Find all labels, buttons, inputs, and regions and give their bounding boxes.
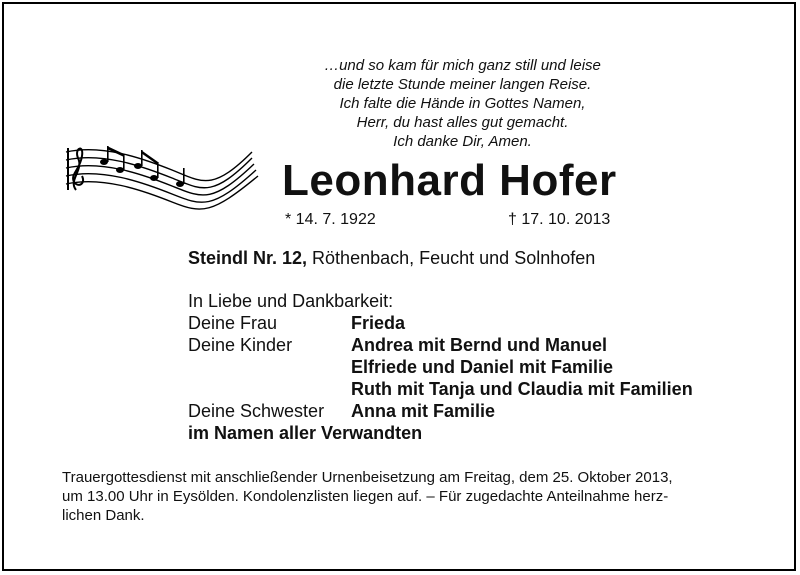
poem-line: Ich danke Dir, Amen. bbox=[393, 133, 532, 150]
death-date: † 17. 10. 2013 bbox=[508, 211, 611, 228]
poem-line: Herr, du hast alles gut gemacht. bbox=[356, 114, 569, 131]
mourner-label: Deine Schwester bbox=[188, 401, 325, 421]
address-street: Steindl Nr. 12, bbox=[188, 248, 308, 268]
mourner-label-empty bbox=[188, 356, 351, 378]
mourner-names: Ruth mit Tanja und Claudia mit Familien bbox=[351, 379, 693, 399]
mourners-closing: im Namen aller Verwandten bbox=[188, 423, 423, 443]
music-staff-swirl-icon bbox=[62, 140, 262, 212]
mourner-label-empty bbox=[188, 378, 351, 400]
mourner-label: Deine Kinder bbox=[188, 335, 293, 355]
mourner-names: Elfriede und Daniel mit Familie bbox=[351, 357, 614, 377]
birth-date: * 14. 7. 1922 bbox=[285, 211, 376, 228]
mourner-row-wife bbox=[188, 312, 748, 334]
mourner-label: Deine Frau bbox=[188, 313, 278, 333]
notice-line: Trauergottesdienst mit anschließender Urnenbeisetzung am Freitag, dem 25. Oktober 2013, bbox=[62, 469, 673, 486]
mourners-intro: In Liebe und Dankbarkeit: bbox=[188, 291, 394, 311]
service-notice bbox=[62, 468, 742, 525]
mourner-row-children-3 bbox=[188, 378, 748, 400]
mourner-names: Anna mit Familie bbox=[351, 401, 496, 421]
address-line bbox=[188, 248, 595, 269]
address-places: Röthenbach, Feucht und Solnhofen bbox=[307, 248, 596, 268]
poem bbox=[300, 56, 625, 151]
deceased-name: Leonhard Hofer bbox=[282, 156, 617, 205]
mourners-block bbox=[188, 290, 748, 444]
poem-line: die letzte Stunde meiner langen Reise. bbox=[333, 76, 592, 93]
mourner-names: Andrea mit Bernd und Manuel bbox=[351, 335, 608, 355]
poem-line: …und so kam für mich ganz still und leise bbox=[324, 57, 601, 74]
mourner-names: Frieda bbox=[351, 313, 406, 333]
notice-line: um 13.00 Uhr in Eysölden. Kondolenzlisten liegen auf. – Für zugedachte Anteilnahme herz- bbox=[62, 488, 669, 505]
mourner-row-children bbox=[188, 334, 748, 356]
notice-line: lichen Dank. bbox=[62, 507, 145, 524]
mourner-row-children-2 bbox=[188, 356, 748, 378]
poem-line: Ich falte die Hände in Gottes Namen, bbox=[339, 95, 586, 112]
mourner-row-sister bbox=[188, 400, 748, 422]
